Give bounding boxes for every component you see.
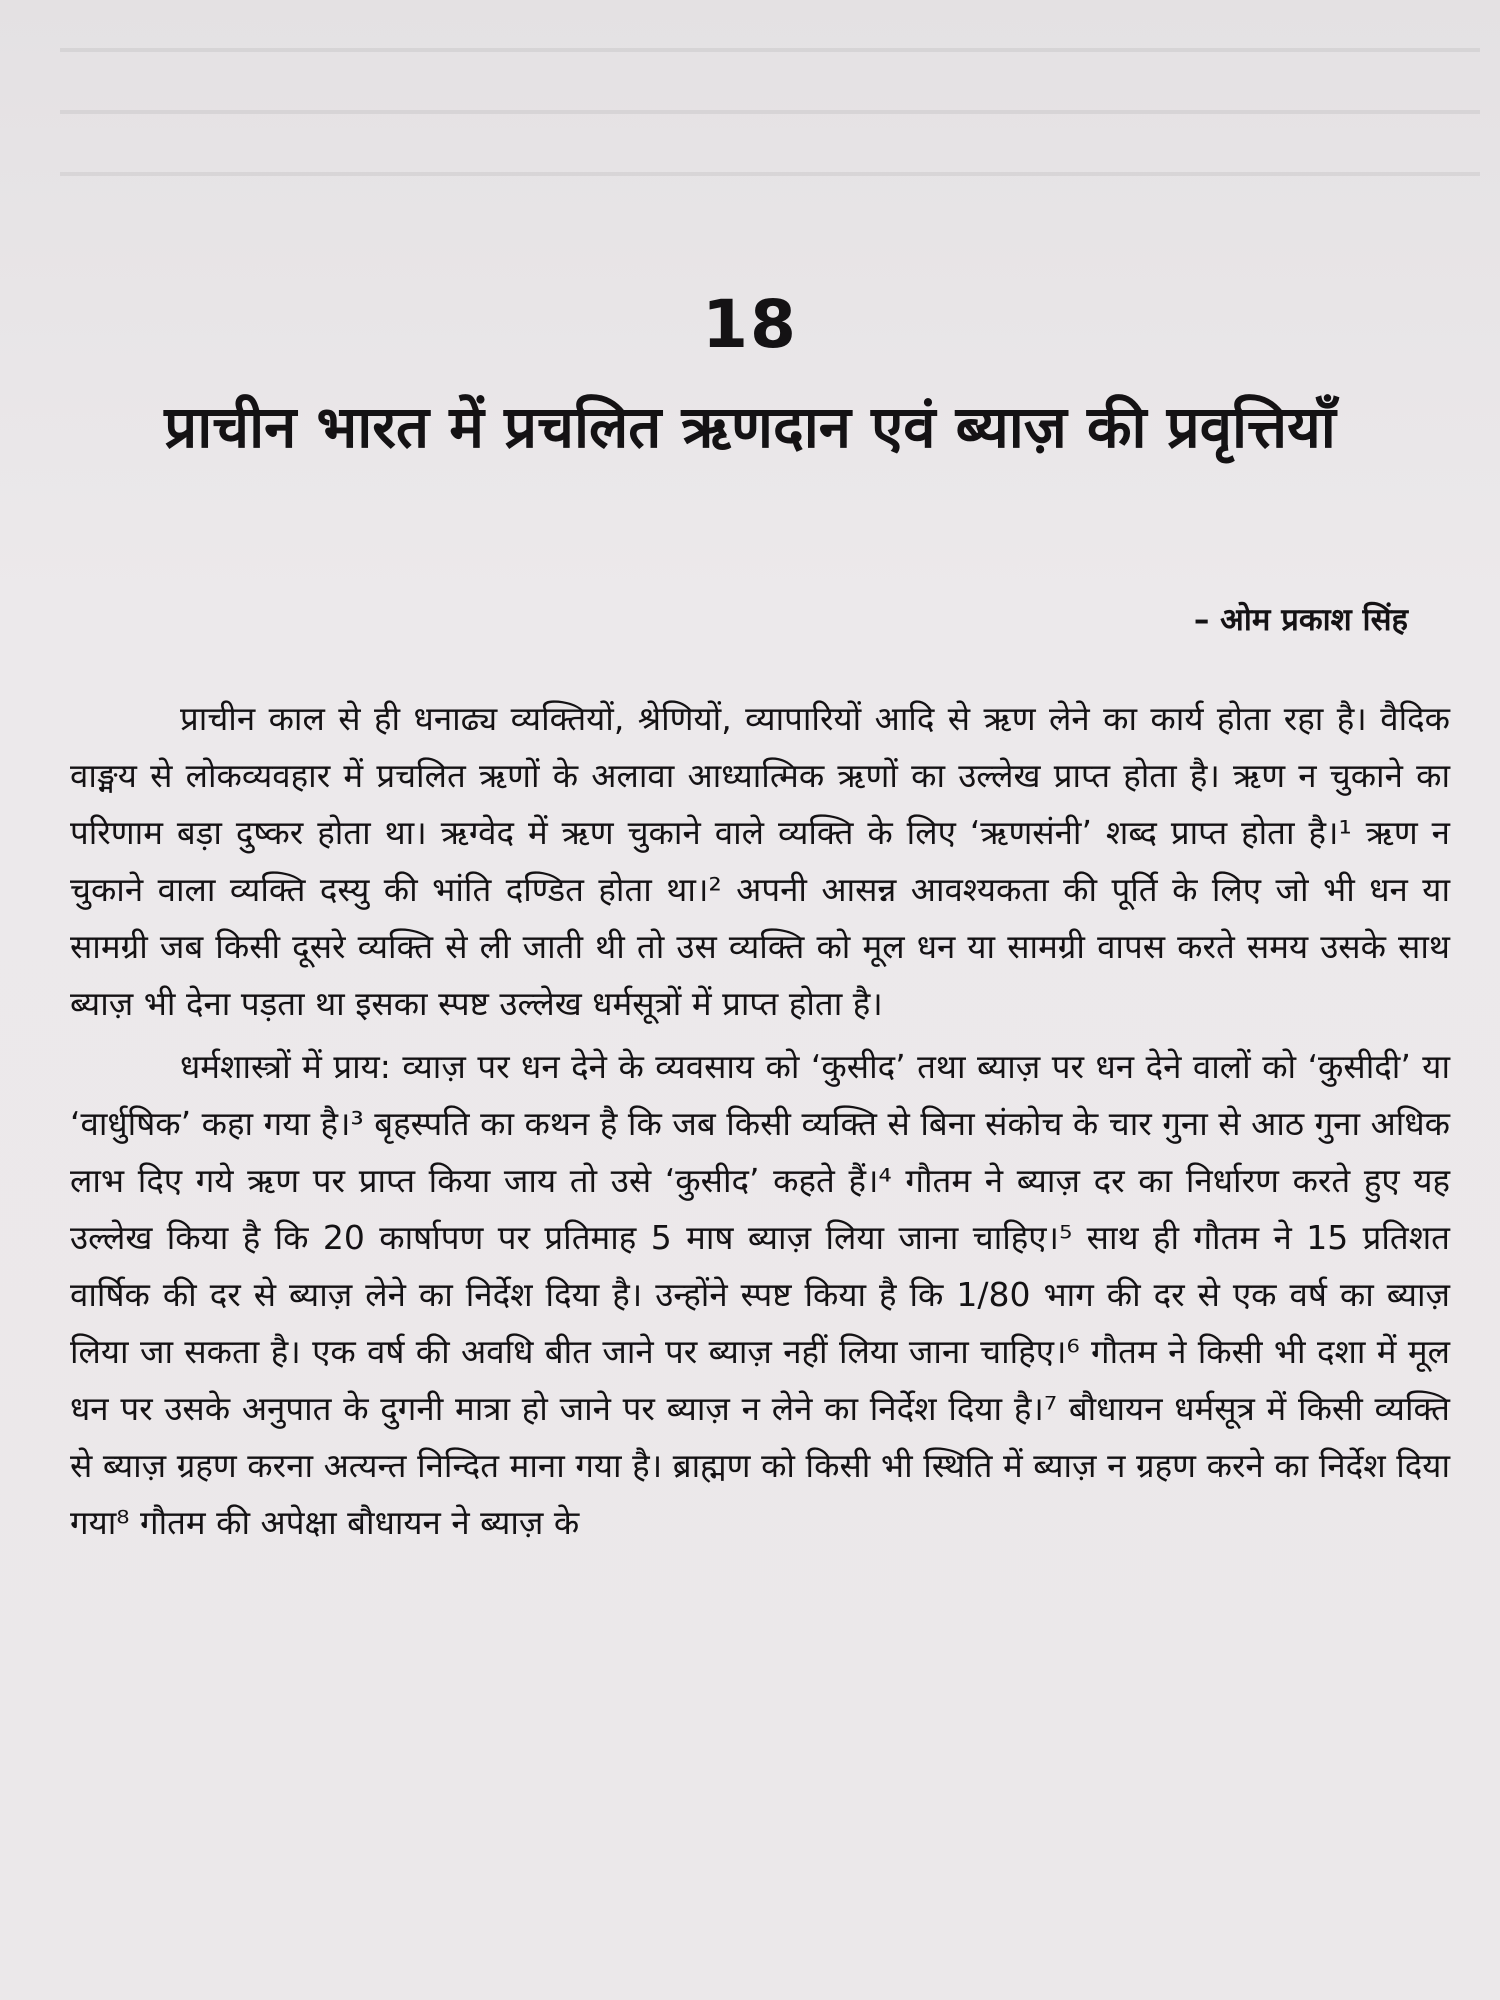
show-through-text bbox=[60, 0, 1480, 200]
chapter-title: प्राचीन भारत में प्रचलित ऋणदान एवं ब्याज़ की प्रवृत्तियाँ bbox=[164, 393, 1336, 461]
author-name: – ओम प्रकाश सिंह bbox=[1193, 602, 1408, 638]
paragraph: प्राचीन काल से ही धनाढ्य व्यक्तियों, श्रेणियों, व्यापारियों आदि से ऋण लेने का कार्य होता रहा है। वैदिक वाङ्मय से लोकव्यवहार में प्रचलित ऋणों के अलावा आध्यात्मिक ऋणों का उल्लेख प्राप्त होता है। ऋण न चुकाने का परिणाम बड़ा दुष्कर होता था। ऋग्वेद में ऋण चुकाने वाले व्यक्ति के लिए ‘ऋणसंनी’ शब्द प्राप्त होता है।¹ ऋण न चुकाने वाला व्यक्ति दस्यु की भांति दण्डित होता था।² अपनी आसन्न आवश्यकता की पूर्ति के लिए जो भी धन या सामग्री जब किसी दूसरे व्यक्ति से ली जाती थी तो उस व्यक्ति को मूल धन या सामग्री वापस करते समय उसके साथ ब्याज़ भी देना पड़ता था इसका स्पष्ट उल्लेख धर्मसूत्रों में प्राप्त होता है। bbox=[70, 699, 1450, 1023]
chapter-number: 18 bbox=[702, 286, 798, 363]
paragraph: धर्मशास्त्रों में प्राय: व्याज़ पर धन देने के व्यवसाय को ‘कुसीद’ तथा ब्याज़ पर धन देने वालों को ‘कुसीदी’ या ‘वार्धुषिक’ कहा गया है।³ बृहस्पति का कथन है कि जब किसी व्यक्ति से बिना संकोच के चार गुना से आठ गुना अधिक लाभ दिए गये ऋण पर प्राप्त किया जाय तो उसे ‘कुसीद’ कहते हैं।⁴ गौतम ने ब्याज़ दर का निर्धारण करते हुए यह उल्लेख किया है कि 20 कार्षापण पर प्रतिमाह 5 माष ब्याज़ लिया जाना चाहिए।⁵ साथ ही गौतम ने 15 प्रतिशत वार्षिक की दर से ब्याज़ लेने का निर्देश दिया है। उन्होंने स्पष्ट किया है कि 1/80 भाग की दर से एक वर्ष का ब्याज़ लिया जा सकता है। एक वर्ष की अवधि बीत जाने पर ब्याज़ नहीं लिया जाना चाहिए।⁶ गौतम ने किसी भी दशा में मूल धन पर उसके अनुपात के दुगनी मात्रा हो जाने पर ब्याज़ न लेने का निर्देश दिया है।⁷ बौधायन धर्मसूत्र में किसी व्यक्ति से ब्याज़ ग्रहण करना अत्यन्त निन्दित माना गया है। ब्राह्मण को किसी भी स्थिति में ब्याज़ न ग्रहण करने का निर्देश दिया गया⁸ गौतम की अपेक्षा बौधायन ने ब्याज़ के bbox=[70, 1047, 1450, 1542]
body-text bbox=[70, 690, 1450, 1557]
